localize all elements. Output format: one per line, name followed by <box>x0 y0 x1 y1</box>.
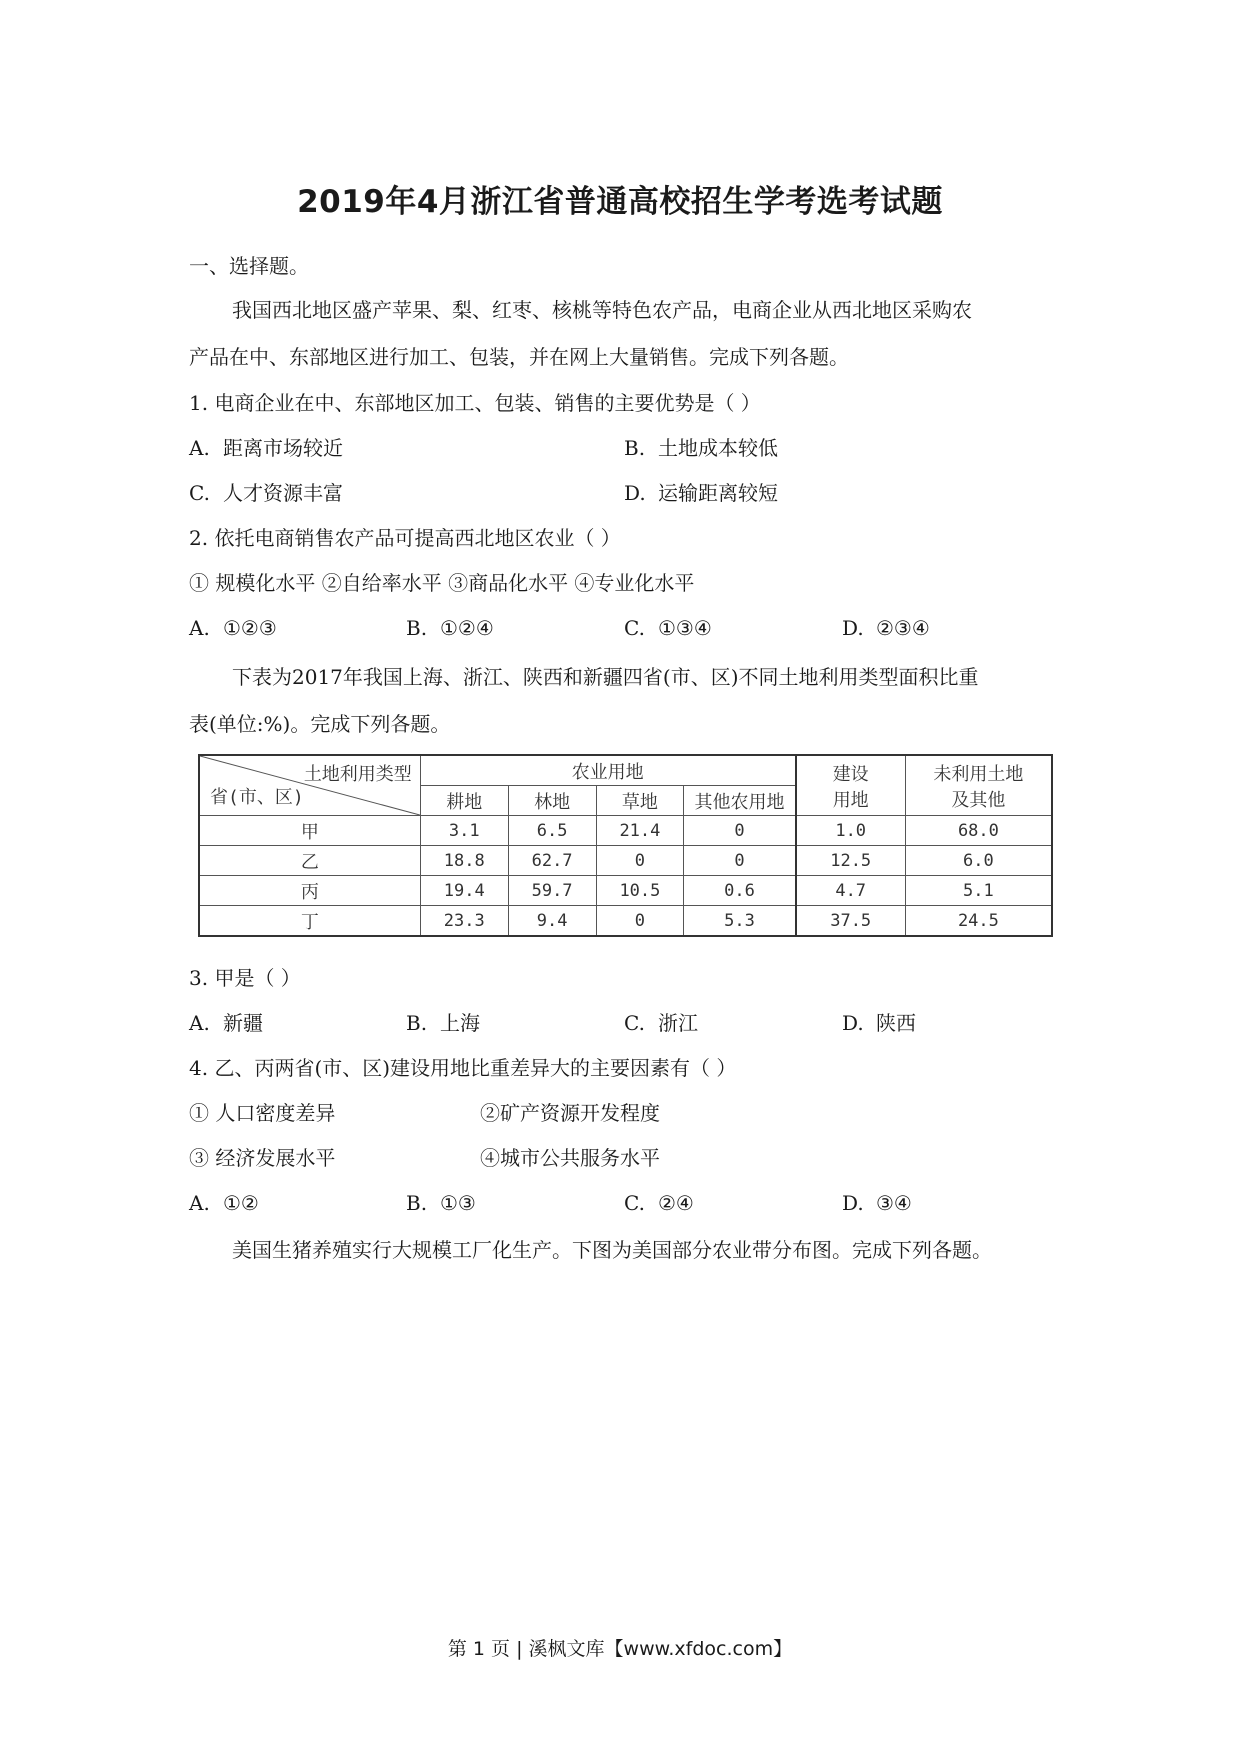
table-row <box>199 906 1052 937</box>
land-use-table <box>198 754 1053 934</box>
question-1-option-c <box>189 479 343 507</box>
question-3-option-a <box>189 1009 263 1037</box>
question-2-option-b <box>406 614 494 642</box>
option-label: D. <box>842 1191 864 1215</box>
option-text: 运输距离较短 <box>658 481 778 505</box>
option-text: ③④ <box>876 1191 912 1215</box>
table-cell: 4.7 <box>796 876 906 906</box>
table-cell: 24.5 <box>905 906 1052 937</box>
sub-header-cell: 其他农用地 <box>684 786 796 816</box>
question-1-option-b <box>624 434 778 462</box>
table-cell: 1.0 <box>796 816 906 846</box>
table-cell: 6.5 <box>508 816 596 846</box>
option-label: C. <box>189 481 210 505</box>
option-label: C. <box>624 1191 645 1215</box>
question-4-item-4: ④城市公共服务水平 <box>480 1146 660 1170</box>
table-cell: 62.7 <box>508 846 596 876</box>
question-2-stem: 2. 依托电商销售农产品可提高西北地区农业（ ） <box>189 526 621 550</box>
header-line: 未利用土地 <box>933 763 1024 785</box>
option-text: 人才资源丰富 <box>223 481 343 505</box>
table-cell: 0 <box>596 906 684 937</box>
option-label: A. <box>189 1011 210 1035</box>
option-label: A. <box>189 1191 210 1215</box>
table-cell: 5.1 <box>905 876 1052 906</box>
question-1-stem: 1. 电商企业在中、东部地区加工、包装、销售的主要优势是（ ） <box>189 391 761 415</box>
table-cell: 19.4 <box>420 876 508 906</box>
table-cell: 10.5 <box>596 876 684 906</box>
option-label: A. <box>189 436 210 460</box>
question-3-option-d <box>842 1009 916 1037</box>
question-1-option-d <box>624 479 778 507</box>
question-1-option-a <box>189 434 343 462</box>
option-text: 新疆 <box>223 1011 263 1035</box>
header-line: 及其他 <box>951 789 1006 811</box>
option-text: ②④ <box>658 1191 694 1215</box>
table-cell: 59.7 <box>508 876 596 906</box>
sub-header-cell: 草地 <box>596 786 684 816</box>
question-4-option-d <box>842 1189 912 1217</box>
option-text: 距离市场较近 <box>223 436 343 460</box>
passage-1-line-2: 产品在中、东部地区进行加工、包装，并在网上大量销售。完成下列各题。 <box>189 345 849 369</box>
question-3-stem: 3. 甲是（ ） <box>189 966 301 990</box>
question-2-option-c <box>624 614 712 642</box>
passage-2-line-2: 表(单位:%)。完成下列各题。 <box>189 712 451 736</box>
page-title: 2019年4月浙江省普通高校招生学考选考试题 <box>297 184 943 220</box>
question-4-item-2: ②矿产资源开发程度 <box>480 1101 660 1125</box>
section-heading: 一、选择题。 <box>189 254 309 278</box>
unused-land-header <box>905 755 1052 816</box>
question-2-option-d <box>842 614 930 642</box>
option-text: ①② <box>223 1191 259 1215</box>
question-4-item-3: ③ 经济发展水平 <box>189 1146 336 1170</box>
agri-group-header: 农业用地 <box>420 755 795 786</box>
option-label: B. <box>624 436 646 460</box>
option-label: D. <box>842 616 864 640</box>
table-cell: 0 <box>684 846 796 876</box>
table-cell: 68.0 <box>905 816 1052 846</box>
option-text: ①②③ <box>223 616 277 640</box>
row-name: 甲 <box>199 816 420 846</box>
option-label: B. <box>406 1191 428 1215</box>
table-cell: 23.3 <box>420 906 508 937</box>
page-footer: 第 1 页 | 溪枫文库【www.xfdoc.com】 <box>447 1638 793 1660</box>
row-name: 丙 <box>199 876 420 906</box>
table-row <box>199 876 1052 906</box>
question-3-option-c <box>624 1009 698 1037</box>
row-name: 乙 <box>199 846 420 876</box>
table-cell: 37.5 <box>796 906 906 937</box>
table-cell: 21.4 <box>596 816 684 846</box>
table-cell: 12.5 <box>796 846 906 876</box>
option-text: 陕西 <box>876 1011 916 1035</box>
passage-1-line-1: 我国西北地区盛产苹果、梨、红枣、核桃等特色农产品，电商企业从西北地区采购农 <box>232 298 972 322</box>
corner-top-label: 土地利用类型 <box>303 764 412 785</box>
table-row <box>199 816 1052 846</box>
table-cell: 0 <box>684 816 796 846</box>
question-4-option-a <box>189 1189 259 1217</box>
option-label: C. <box>624 616 645 640</box>
option-text: ①②④ <box>440 616 494 640</box>
option-label: D. <box>842 1011 864 1035</box>
option-label: B. <box>406 1011 428 1035</box>
passage-3: 美国生猪养殖实行大规模工厂化生产。下图为美国部分农业带分布图。完成下列各题。 <box>232 1238 992 1262</box>
question-2-option-a <box>189 614 277 642</box>
option-label: B. <box>406 616 428 640</box>
question-2-items: ① 规模化水平 ②自给率水平 ③商品化水平 ④专业化水平 <box>189 571 695 595</box>
build-land-header <box>796 755 906 816</box>
table-cell: 0.6 <box>684 876 796 906</box>
table-corner-header <box>199 755 420 816</box>
option-text: ①③ <box>440 1191 476 1215</box>
sub-header-cell: 林地 <box>508 786 596 816</box>
passage-2-line-1: 下表为2017年我国上海、浙江、陕西和新疆四省(市、区)不同土地利用类型面积比重 <box>232 665 979 689</box>
table-cell: 6.0 <box>905 846 1052 876</box>
option-label: D. <box>624 481 646 505</box>
option-text: ②③④ <box>876 616 930 640</box>
header-line: 建设 <box>832 763 869 785</box>
table-cell: 9.4 <box>508 906 596 937</box>
option-text: ①③④ <box>658 616 712 640</box>
question-4-item-1: ① 人口密度差异 <box>189 1101 336 1125</box>
row-name: 丁 <box>199 906 420 937</box>
option-text: 土地成本较低 <box>658 436 778 460</box>
question-4-stem: 4. 乙、丙两省(市、区)建设用地比重差异大的主要因素有（ ） <box>189 1056 737 1080</box>
table-cell: 3.1 <box>420 816 508 846</box>
corner-bottom-label: 省(市、区) <box>210 787 304 808</box>
sub-header-cell: 耕地 <box>420 786 508 816</box>
option-text: 上海 <box>440 1011 480 1035</box>
question-3-option-b <box>406 1009 480 1037</box>
table-row <box>199 846 1052 876</box>
table-cell: 5.3 <box>684 906 796 937</box>
header-line: 用地 <box>832 789 869 811</box>
option-label: C. <box>624 1011 645 1035</box>
table-cell: 18.8 <box>420 846 508 876</box>
question-4-option-c <box>624 1189 694 1217</box>
question-4-option-b <box>406 1189 476 1217</box>
option-label: A. <box>189 616 210 640</box>
option-text: 浙江 <box>658 1011 698 1035</box>
table-cell: 0 <box>596 846 684 876</box>
